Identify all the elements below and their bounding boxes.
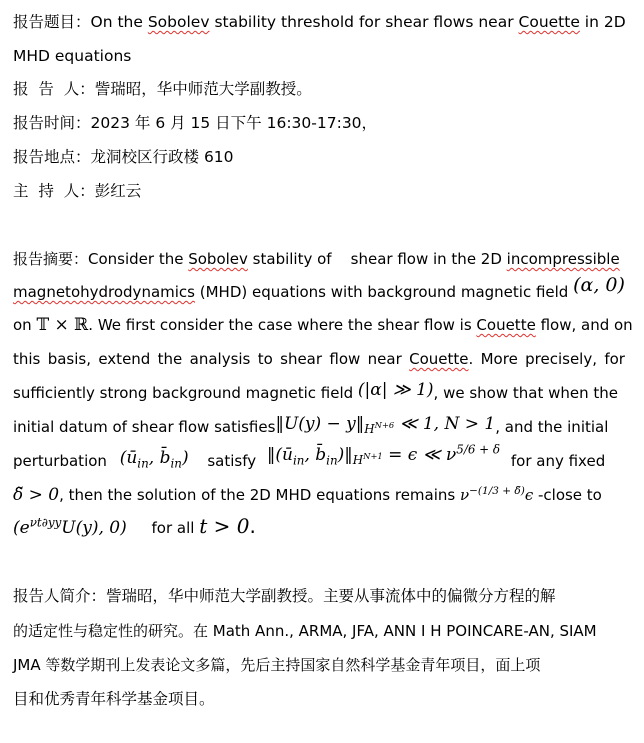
math-smallness xyxy=(266,442,501,468)
word: shear xyxy=(280,350,323,368)
abstract-text: (MHD) equations with background magnetic field xyxy=(194,283,574,301)
math-sub: in xyxy=(326,453,338,468)
abstract-text: . We first consider the case where the shear flow is xyxy=(88,316,477,334)
math-part: , b̄ xyxy=(304,445,327,465)
math-sup: −(1/3 + δ̃) xyxy=(469,485,525,497)
bio-line-2 xyxy=(13,620,597,642)
math-alpha-zero: (α, 0) xyxy=(573,274,625,296)
abstract-line-1 xyxy=(13,248,620,270)
math-strong-field: (|α| ≫ 1) xyxy=(357,380,434,400)
abstract-couette: Couette xyxy=(476,316,536,334)
math-part: ϵ xyxy=(524,486,534,504)
word: precisely, xyxy=(525,350,597,368)
math-torus-real: 𝕋 × ℝ xyxy=(36,315,89,335)
title-text: in 2D xyxy=(579,13,626,31)
word: . xyxy=(468,350,474,368)
host-value: 彭红云 xyxy=(94,182,142,200)
abstract-couette: Couette xyxy=(409,350,469,368)
math-sup: 5/6 + δ xyxy=(456,442,501,457)
abstract-text: , then the solution of the 2D MHD equations remains xyxy=(59,486,460,504)
abstract-text: flow, and on xyxy=(535,316,633,334)
word: flow xyxy=(329,350,361,368)
math-heat-flow xyxy=(13,515,127,538)
report-title-line-1 xyxy=(13,11,626,33)
math-part: )‖ xyxy=(337,445,353,465)
abstract-text: sufficiently strong background magnetic field xyxy=(13,384,358,402)
math-sub: in xyxy=(137,456,149,471)
math-part: ≪ 1, N > 1 xyxy=(394,414,496,434)
word: near xyxy=(367,350,402,368)
abstract-text: stability of shear flow in the 2D xyxy=(247,250,507,268)
abstract-line-9 xyxy=(13,515,256,539)
math-delta-positive: δ̃ > 0 xyxy=(13,485,60,505)
word: to xyxy=(257,350,273,368)
title-text: MHD equations xyxy=(13,47,132,65)
bio-line-3 xyxy=(13,654,540,676)
word: analysis xyxy=(189,350,251,368)
math-t-positive: t > 0 xyxy=(199,514,250,538)
abstract-sobolev: Sobolev xyxy=(188,250,248,268)
abstract-text: initial datum of shear flow satisfies xyxy=(13,418,276,436)
abstract-text: , we show that when the xyxy=(433,384,619,402)
abstract-line-6 xyxy=(13,416,608,438)
abstract-justified-line xyxy=(13,348,625,370)
report-title-label: 报告题目： xyxy=(13,13,91,31)
speaker-value: 訾瑞昭，华中师范大学副教授。 xyxy=(94,80,312,98)
abstract-text: for any fixed xyxy=(510,452,606,470)
host-line xyxy=(13,180,141,202)
word-couette-dot xyxy=(409,348,473,370)
bio-line-1 xyxy=(13,585,556,607)
report-title-line-2 xyxy=(13,45,131,67)
math-part: ‖(ū xyxy=(266,445,293,465)
math-part: = ϵ ≪ ν xyxy=(382,445,457,465)
word: More xyxy=(480,350,518,368)
bio-line-4 xyxy=(13,688,215,710)
abstract-text: Consider the xyxy=(88,250,189,268)
time-label: 报告时间： xyxy=(13,114,91,132)
bio-text: JMA 等数学期刊上发表论文多篇，先后主持国家自然科学基金青年项目，面上项 xyxy=(13,656,541,674)
math-part: (ū xyxy=(119,448,138,468)
bio-text: 报告人简介：訾瑞昭，华中师范大学副教授。主要从事流体中的偏微分方程的解 xyxy=(13,587,556,605)
abstract-line-8 xyxy=(13,484,602,506)
abstract-line-4 xyxy=(13,348,625,370)
title-couette: Couette xyxy=(518,13,580,31)
time-value: 2023 年 6 月 15 日下午 16:30-17:30， xyxy=(90,114,378,132)
abstract-line-3 xyxy=(13,314,633,336)
math-part: ) xyxy=(181,448,189,468)
abstract-text: for all xyxy=(151,519,200,537)
abstract-line-5 xyxy=(13,382,618,404)
word: this xyxy=(13,350,41,368)
bio-text: 的适定性与稳定性的研究。在 Math Ann., ARMA, JFA, ANN I H POINCARE-AN, SIAM xyxy=(13,622,597,640)
math-part: ν xyxy=(460,486,470,504)
math-closeness xyxy=(460,486,533,504)
speaker-label: 报 告 人： xyxy=(13,80,95,98)
bio-text: 目和优秀青年科学基金项目。 xyxy=(13,690,215,708)
abstract-text: . xyxy=(249,514,256,538)
title-text: stability threshold for shear flows near xyxy=(209,13,519,31)
math-part: (e xyxy=(13,518,30,538)
abstract-text: , and the initial xyxy=(495,418,609,436)
title-text: On the xyxy=(90,13,148,31)
word: for xyxy=(604,350,625,368)
title-sobolev: Sobolev xyxy=(147,13,210,31)
math-sub: H xyxy=(364,422,375,437)
math-sup: N+1 xyxy=(363,451,383,462)
math-sub: in xyxy=(293,453,305,468)
host-label: 主 持 人： xyxy=(13,182,95,200)
word: the xyxy=(157,350,183,368)
math-sub: in xyxy=(170,456,182,471)
abstract-mhd: magnetohydrodynamics xyxy=(13,283,195,301)
abstract-label: 报告摘要： xyxy=(13,250,89,268)
math-sup: N+6 xyxy=(374,420,395,431)
abstract-text: perturbation xyxy=(13,452,107,470)
place-label: 报告地点： xyxy=(13,148,91,166)
math-sub: H xyxy=(352,453,364,468)
math-sup: νt∂yy xyxy=(29,515,62,530)
math-shear-condition xyxy=(275,414,496,437)
abstract-text: on xyxy=(13,316,37,334)
math-part: , b̄ xyxy=(148,448,171,468)
word: extend xyxy=(98,350,151,368)
speaker-line xyxy=(13,78,312,100)
place-line xyxy=(13,146,234,168)
math-part: U(y), 0) xyxy=(61,518,127,538)
place-value: 龙洞校区行政楼 610 xyxy=(90,148,234,166)
word: basis, xyxy=(47,350,91,368)
abstract-text: satisfy xyxy=(207,452,257,470)
math-perturbation xyxy=(119,448,189,471)
math-part: ‖U(y) − y‖ xyxy=(275,414,365,434)
time-line xyxy=(13,112,377,134)
abstract-text: -close to xyxy=(533,486,602,504)
abstract-line-2 xyxy=(13,274,625,303)
abstract-incompressible: incompressible xyxy=(506,250,620,268)
